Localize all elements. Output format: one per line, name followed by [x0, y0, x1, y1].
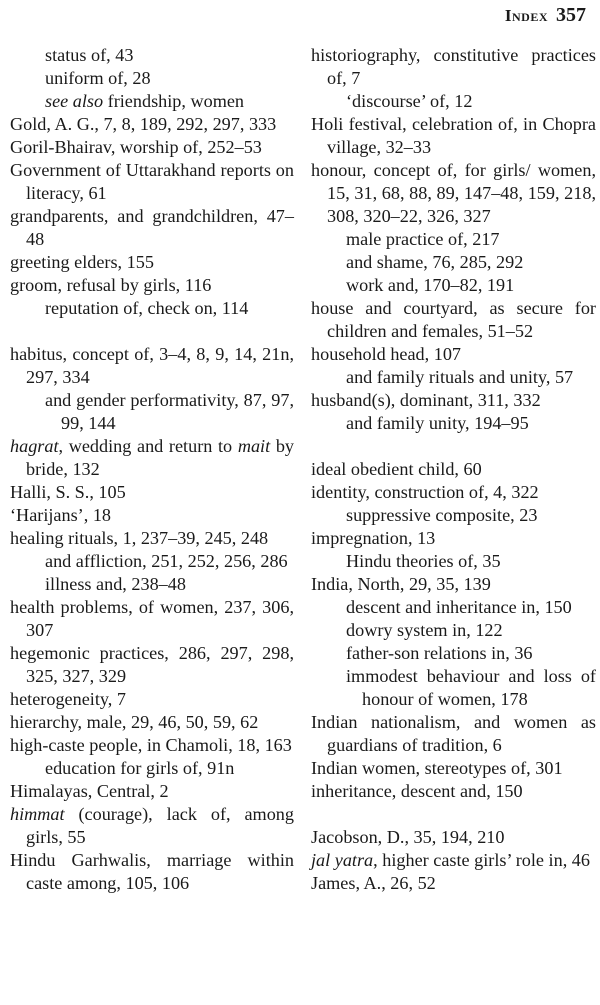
index-text: ideal obedient child, 60	[311, 459, 482, 479]
index-text: illness and, 238–48	[45, 574, 186, 594]
index-entry	[10, 435, 294, 481]
index-text: James, A., 26, 52	[311, 873, 436, 893]
index-italic-term: himmat	[10, 804, 65, 824]
index-entry	[311, 826, 596, 849]
index-subentry	[10, 389, 294, 435]
index-text: groom, refusal by girls, 116	[10, 275, 212, 295]
index-text: and shame, 76, 285, 292	[346, 252, 524, 272]
index-text: inheritance, descent and, 150	[311, 781, 523, 801]
index-text: male practice of, 217	[346, 229, 500, 249]
index-text: ‘discourse’ of, 12	[346, 91, 473, 111]
index-text: high-caste people, in Chamoli, 18, 163	[10, 735, 292, 755]
index-entry	[10, 642, 294, 688]
index-entry	[311, 343, 596, 366]
index-entry	[311, 44, 596, 90]
index-entry	[311, 872, 596, 895]
section-gap	[10, 320, 294, 343]
index-subentry	[10, 573, 294, 596]
index-entry	[10, 780, 294, 803]
index-subentry	[311, 412, 596, 435]
index-italic-term: see also	[45, 91, 104, 111]
index-text: and gender performativity, 87, 97, 99, 144	[45, 390, 294, 433]
index-entry	[311, 458, 596, 481]
index-entry	[311, 297, 596, 343]
index-text: Jacobson, D., 35, 194, 210	[311, 827, 505, 847]
index-text: dowry system in, 122	[346, 620, 503, 640]
index-entry	[311, 113, 596, 159]
index-entry	[10, 734, 294, 757]
index-entry	[10, 205, 294, 251]
index-text: uniform of, 28	[45, 68, 151, 88]
index-text: immodest behaviour and loss of honour of women, 178	[346, 666, 596, 709]
index-text: , higher caste girls’ role in, 46	[373, 850, 590, 870]
index-entry	[10, 596, 294, 642]
index-text: and affliction, 251, 252, 256, 286	[45, 551, 288, 571]
index-entry	[311, 711, 596, 757]
index-text: (courage), lack of, among girls, 55	[26, 804, 294, 847]
section-gap	[311, 435, 596, 458]
index-entry	[311, 159, 596, 228]
index-text: heterogeneity, 7	[10, 689, 126, 709]
index-subentry	[10, 757, 294, 780]
index-italic-term: jal yatra	[311, 850, 374, 870]
index-text: greeting elders, 155	[10, 252, 154, 272]
index-entry	[10, 113, 294, 136]
index-text: Halli, S. S., 105	[10, 482, 126, 502]
index-subentry	[311, 619, 596, 642]
index-text: Indian nationalism, and women as guardians of tradition, 6	[311, 712, 596, 755]
index-text: identity, construction of, 4, 322	[311, 482, 539, 502]
index-text: household head, 107	[311, 344, 462, 364]
index-text: ‘Harijans’, 18	[10, 505, 112, 525]
index-text: Hindu theories of, 35	[346, 551, 501, 571]
running-header	[505, 4, 586, 27]
header-title: Index	[504, 6, 548, 25]
index-entry	[311, 573, 596, 596]
index-text: and family rituals and unity, 57	[346, 367, 574, 387]
index-subentry	[311, 274, 596, 297]
index-entry	[10, 343, 294, 389]
index-text: work and, 170–82, 191	[346, 275, 515, 295]
index-text: grandparents, and grandchildren, 47–48	[10, 206, 294, 249]
index-entry	[10, 803, 294, 849]
index-entry	[311, 780, 596, 803]
index-column-left	[10, 44, 294, 895]
index-text: impregnation, 13	[311, 528, 436, 548]
index-entry	[311, 757, 596, 780]
index-text: and family unity, 194–95	[346, 413, 529, 433]
index-subentry	[311, 665, 596, 711]
index-text: , wedding and return to	[58, 436, 238, 456]
index-text: reputation of, check on, 114	[45, 298, 249, 318]
index-text: honour, concept of, for girls/ women, 15, 31, 68, 88, 89, 147–48, 159, 218, 308, 320–22, 326, 327	[311, 160, 596, 226]
index-text: hierarchy, male, 29, 46, 50, 59, 62	[10, 712, 259, 732]
index-entry	[10, 849, 294, 895]
index-text: Gold, A. G., 7, 8, 189, 292, 297, 333	[10, 114, 277, 134]
index-entry	[10, 711, 294, 734]
index-entry	[10, 504, 294, 527]
index-entry	[10, 274, 294, 297]
index-subentry	[311, 90, 596, 113]
index-entry	[311, 527, 596, 550]
index-subentry	[10, 90, 294, 113]
index-subentry	[311, 228, 596, 251]
index-text: education for girls of, 91n	[45, 758, 235, 778]
index-subentry	[311, 550, 596, 573]
index-entry	[311, 481, 596, 504]
index-text: healing rituals, 1, 237–39, 245, 248	[10, 528, 269, 548]
index-subentry	[311, 366, 596, 389]
index-entry	[10, 251, 294, 274]
index-entry	[311, 389, 596, 412]
index-text: friendship, women	[103, 91, 245, 111]
page-number: 357	[556, 4, 586, 26]
index-text: descent and inheritance in, 150	[346, 597, 572, 617]
index-entry	[10, 481, 294, 504]
index-subentry	[10, 550, 294, 573]
index-subentry	[311, 596, 596, 619]
index-subentry	[311, 251, 596, 274]
index-text: Holi festival, celebration of, in Chopra village, 32–33	[311, 114, 596, 157]
index-entry	[10, 688, 294, 711]
index-text: habitus, concept of, 3–4, 8, 9, 14, 21n, 297, 334	[10, 344, 294, 387]
index-text: historiography, constitutive practices of, 7	[311, 45, 596, 88]
index-subentry	[10, 297, 294, 320]
index-text: Himalayas, Central, 2	[10, 781, 169, 801]
index-italic-term: hagrat	[10, 436, 59, 456]
index-italic-term: mait	[237, 436, 271, 456]
index-subentry	[10, 67, 294, 90]
section-gap	[311, 803, 596, 826]
index-subentry	[10, 44, 294, 67]
index-text: by bride, 132	[26, 436, 294, 479]
index-text: house and courtyard, as secure for children and females, 51–52	[311, 298, 596, 341]
index-column-right	[311, 44, 596, 895]
index-text: status of, 43	[45, 45, 134, 65]
index-text: Indian women, stereotypes of, 301	[311, 758, 563, 778]
index-text: Goril-Bhairav, worship of, 252–53	[10, 137, 262, 157]
index-text: husband(s), dominant, 311, 332	[311, 390, 541, 410]
index-text: Government of Uttarakhand reports on literacy, 61	[10, 160, 294, 203]
index-text: Hindu Garhwalis, marriage within caste among, 105, 106	[10, 850, 294, 893]
index-entry	[311, 849, 596, 872]
index-text: health problems, of women, 237, 306, 307	[10, 597, 294, 640]
index-entry	[10, 136, 294, 159]
index-text: suppressive composite, 23	[346, 505, 538, 525]
index-subentry	[311, 642, 596, 665]
index-entry	[10, 159, 294, 205]
index-text: India, North, 29, 35, 139	[311, 574, 491, 594]
index-text: hegemonic practices, 286, 297, 298, 325, 327, 329	[10, 643, 294, 686]
index-subentry	[311, 504, 596, 527]
index-text: father-son relations in, 36	[346, 643, 533, 663]
index-entry	[10, 527, 294, 550]
